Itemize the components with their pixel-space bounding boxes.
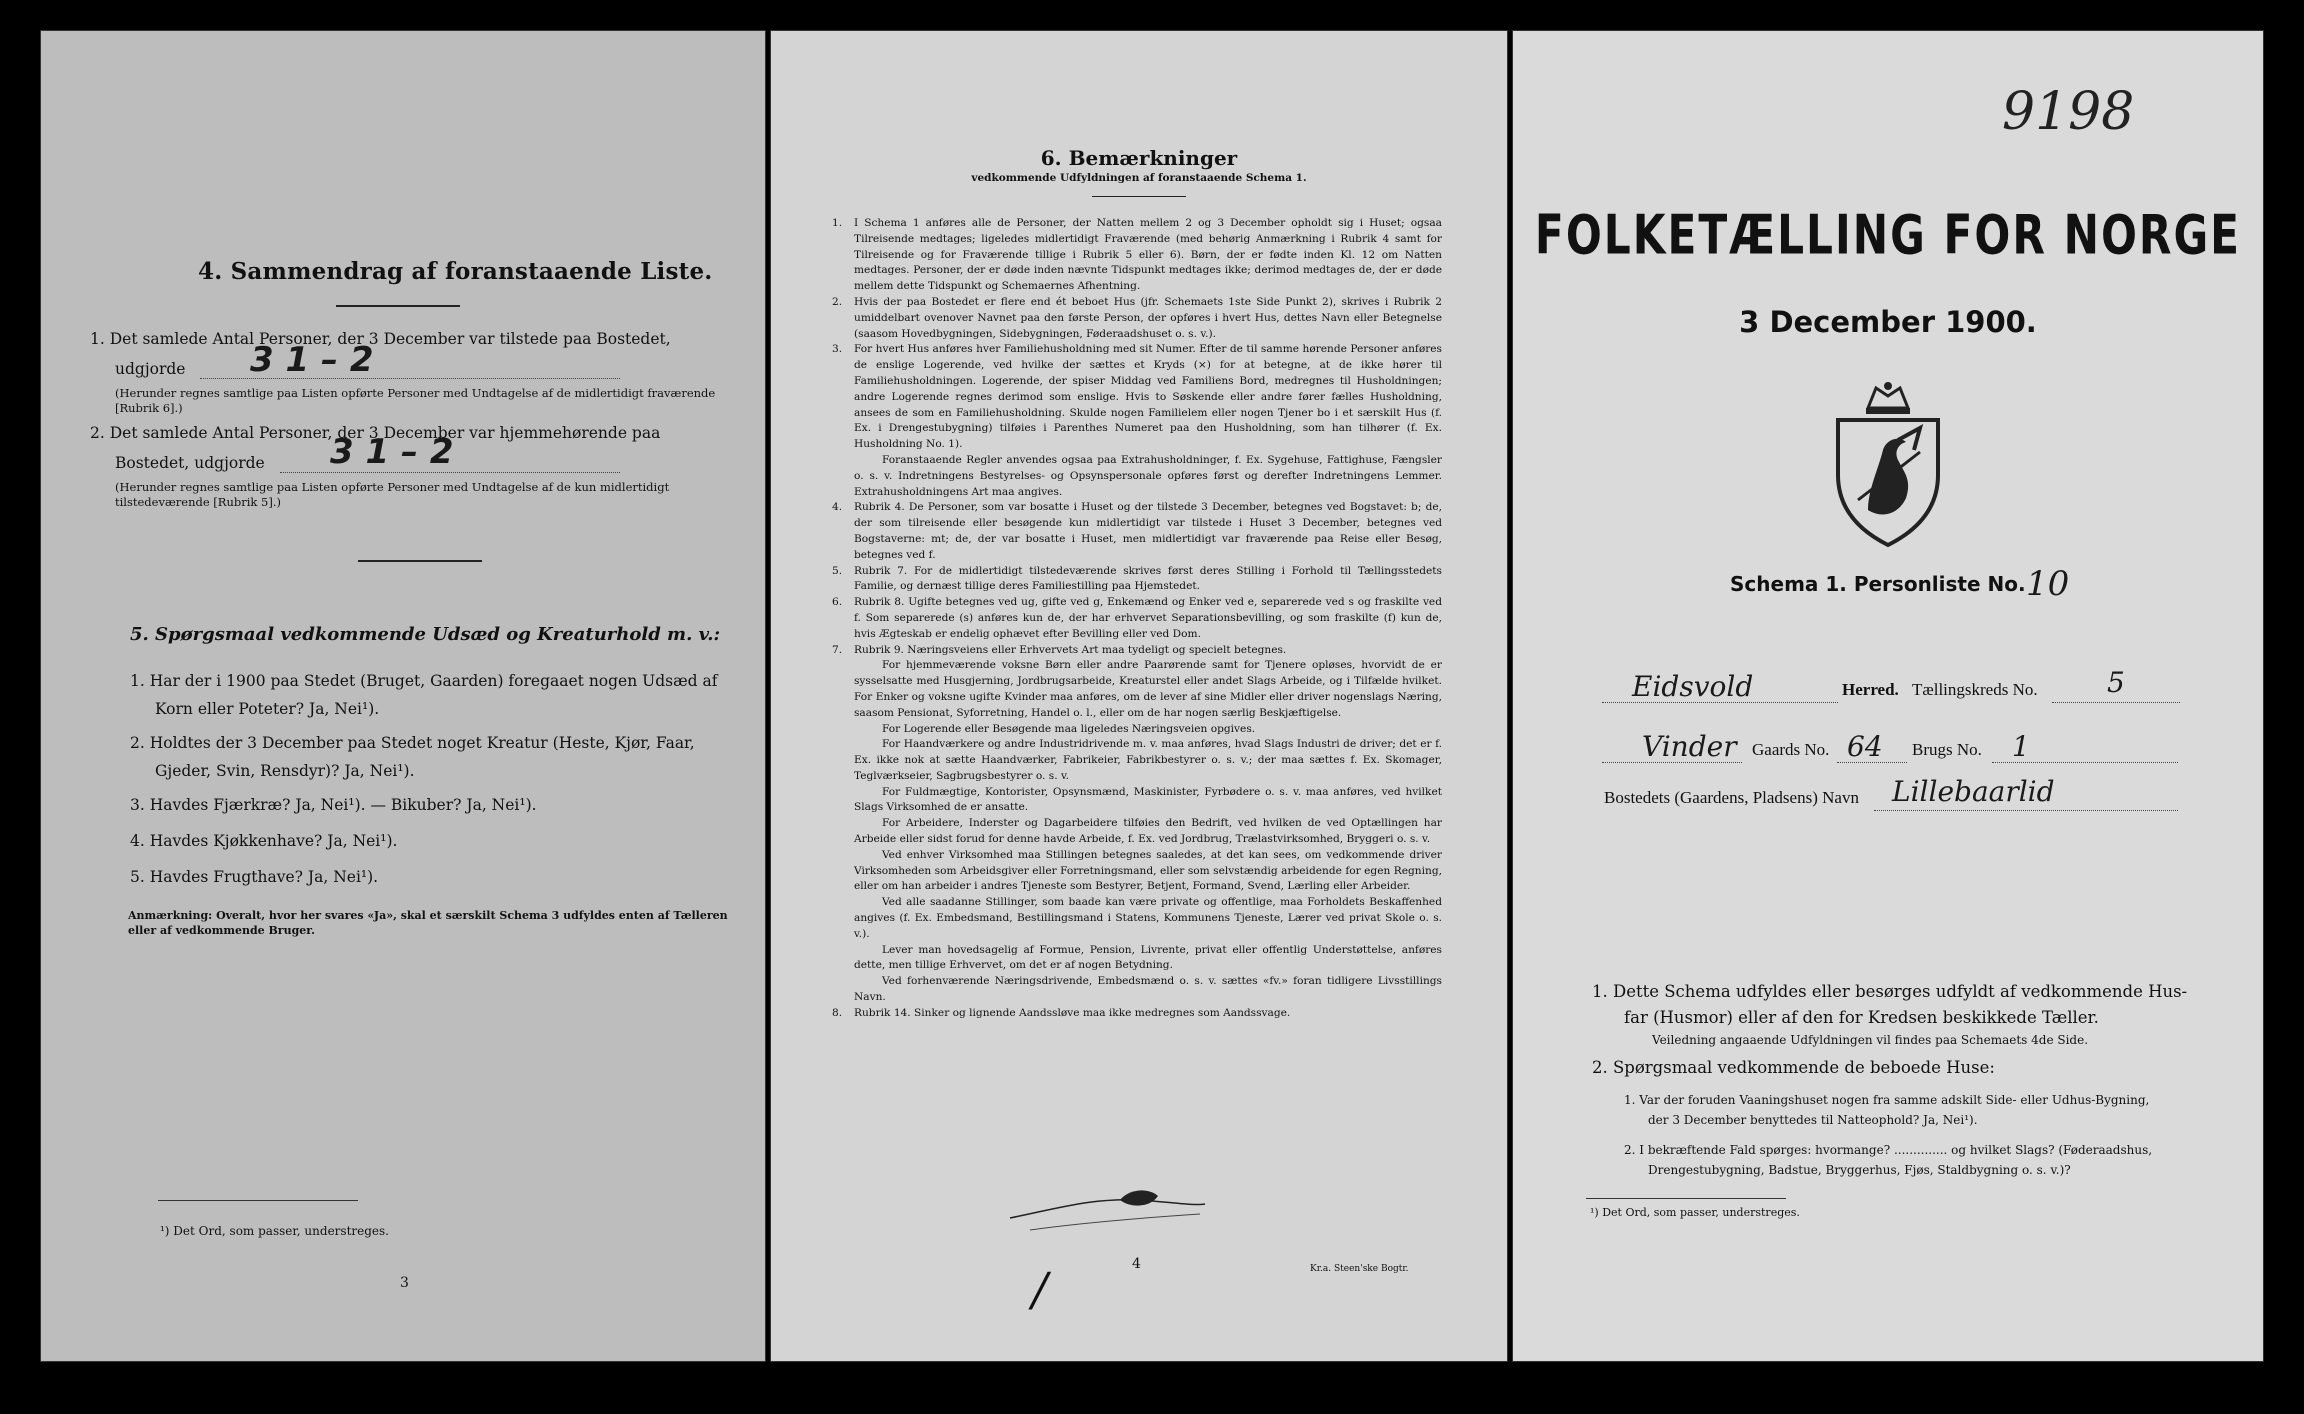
instruction-1-line2: far (Husmor) eller af den for Kredsen beskikkede Tæller. [1624, 1008, 2099, 1027]
footnote-rule [158, 1200, 358, 1201]
kreds-label: Tællingskreds No. [1912, 680, 2038, 699]
remark-paragraph [832, 848, 1442, 895]
q2-answer-line [280, 472, 620, 473]
remark-paragraph [832, 500, 1442, 563]
q5-2-line1: 2. Holdtes der 3 December paa Stedet noget Kreatur (Heste, Kjør, Faar, [130, 734, 695, 752]
census-date: 3 December 1900. [1739, 305, 2037, 339]
remark-paragraph [832, 295, 1442, 342]
remark-paragraph [832, 943, 1442, 975]
gaard-name-line [1602, 762, 1742, 763]
remark-number: 8. [832, 1006, 843, 1019]
remark-paragraph [832, 595, 1442, 642]
remark-text: Hvis der paa Bostedet er flere end ét beboet Hus (jfr. Schemaets 1ste Side Punkt 2), skrives i Rubrik 2 umiddelbart ovenover Navnet paa den første Person, der opføres i hvert Hus, dettes Navn eller Betegnelse (saasom Hovedbygningen, Sidebygningen, Føderaadshuset o. s. v.). [854, 295, 1442, 340]
page-middle [770, 30, 1508, 1362]
page-right [1512, 30, 2264, 1362]
remark-paragraph [832, 785, 1442, 817]
remarks-title: 6. Bemærkninger [1040, 146, 1238, 170]
remark-text: Rubrik 4. De Personer, som var bosatte i Huset og der tilstede 3 December, betegnes ved Bogstavet: b; de, der som tilreisende eller besøgende kun midlertidigt var tilstede i Huset 3 December, betegnes ved Bogstaverne: mt; de, der var bosatte i Huset, men midlertidigt var fraværende paa Reise eller Besøg, betegnes ved f. [854, 501, 1442, 561]
remark-number: 5. [832, 564, 843, 577]
remark-text: Ved enhver Virksomhed maa Stillingen betegnes saaledes, at det kan sees, om vedkommende driver Virksomheden som Arbeidsgiver eller Forretningsmand, eller som selvstændig arbeidende for egen Regning, eller om han arbeider i andres Tjeneste som Bestyrer, Betjent, Formand, Svend, Lærling eller Arbeider. [854, 848, 1442, 893]
remark-paragraph [832, 564, 1442, 596]
divider [1092, 196, 1186, 197]
remark-text: Rubrik 9. Næringsveiens eller Erhvervets Art maa tydeligt og specielt betegnes. [854, 643, 1287, 656]
coat-of-arms-icon [1828, 380, 1948, 550]
instruction-1-line1: 1. Dette Schema udfyldes eller besørges udfyldt af vedkommende Hus- [1592, 982, 2188, 1001]
remark-number: 4. [832, 501, 843, 514]
brugs-label: Brugs No. [1912, 740, 1982, 759]
ink-flourish [1000, 1178, 1210, 1238]
remark-number: 6. [832, 596, 843, 609]
divider [358, 560, 482, 562]
herred-label: Herred. [1842, 680, 1899, 699]
bosted-value: Lillebaarlid [1892, 775, 2055, 808]
remark-number: 3. [832, 343, 843, 356]
q5-3: 3. Havdes Fjærkræ? Ja, Nei¹). — Bikuber? Ja, Nei¹). [130, 796, 537, 814]
remark-number: 1. [832, 217, 843, 229]
divider [336, 305, 460, 307]
census-title: FOLKETÆLLING FOR NORGE [1534, 203, 2242, 268]
page-number: 4 [1132, 1256, 1141, 1272]
remark-text: For hjemmeværende voksne Børn eller andre Paarørende samt for Tjenere opløses, hvorvidt de er sysselsatte med Husgjerning, Jordbrugsarbeide, Kreaturstel eller andet Slags Arbeide, og i Tilfælde hvilket. For Enker og voksne ugifte Kvinder maa anføres, om de lever af sine Midler eller driver nogenslags Næring, saasom Pensionat, Syforretning, Handel o. l., eller om de har nogen særlig Beskjæftigelse. [854, 659, 1442, 719]
brugs-line [1992, 762, 2178, 763]
q2-handwritten-answer: 3 1 – 2 [330, 432, 454, 472]
remark-text: For Haandværkere og andre Industridrivende m. v. maa anføres, hvad Slags Industri de driver; det er f. Ex. ikke nok at sætte Haandværker, Fabrikeier, Fabrikbestyrer o. s. v.; der maa sættes f. Ex. Skomager, Teglværkseier, Sagbrugsbestyrer o. s. v. [854, 738, 1442, 782]
section-5-title: 5. Spørgsmaal vedkommende Udsæd og Kreaturhold m. v.: [130, 624, 721, 645]
footnote-rule [1586, 1198, 1786, 1199]
q2-line2: Bostedet, udgjorde [115, 454, 265, 472]
q1-note: (Herunder regnes samtlige paa Listen opførte Personer med Undtagelse af de midlertidigt fraværende [Rubrik 6].) [115, 386, 716, 415]
annotation-note: Anmærkning: Overalt, hvor her svares «Ja», skal et særskilt Schema 3 udfyldes enten af Tælleren eller af vedkommende Bruger. [128, 909, 728, 937]
remark-paragraph [832, 1006, 1442, 1022]
remark-paragraph [832, 895, 1442, 942]
handwritten-mark: / [1032, 1262, 1048, 1316]
herred-value: Eidsvold [1632, 670, 1754, 703]
remark-text: I Schema 1 anføres alle de Personer, der Natten mellem 2 og 3 December opholdt sig i Huset; ogsaa Tilreisende medtages; ligeledes midlertidigt Fraværende (med behørig Anmærkning i Rubrik 4 samt for Tilreisende og for Fraværende tillige i Rubrik 5 eller 6). Børn, der er fødte inden Kl. 12 om Natten medtages. Personer, der er døde inden nævnte Tidspunkt medtages ikke; derimod medtages de, der er døde mellem dette Tidspunkt og Schemaernes Afhentning. [854, 217, 1442, 293]
instruction-2-2-line2: Drengestubygning, Badstue, Bryggerhus, Fjøs, Staldbygning o. s. v.)? [1648, 1163, 2071, 1177]
instruction-1-note: Veiledning angaaende Udfyldningen vil findes paa Schemaets 4de Side. [1652, 1033, 2089, 1047]
remark-text: Ved forhenværende Næringsdrivende, Embedsmænd o. s. v. sættes «fv.» foran tidligere Livsstillings Navn. [854, 975, 1442, 1004]
remark-paragraph [832, 722, 1442, 738]
remark-text: Rubrik 7. For de midlertidigt tilstedeværende skrives først deres Stilling i Forhold til Tællingsstedets Familie, og dernæst tillige deres Familiestilling paa Hjemstedet. [854, 564, 1442, 593]
remark-text: For hvert Hus anføres hver Familiehusholdning med sit Numer. Efter de til samme hørende Personer anføres de enslige Logerende, ved hvilke der sættes et Kryds (×) for at betegne, at de ikke hører til Familiehusholdningen. Logerende, der spiser Middag ved Familiens Bord, medregnes til Husholdningen; andre Logerende regnes derimod som enslige. Hvis to Søskende eller andre fører fælles Husholdning, ansees de som en Familiehusholdning. Skulde nogen Familielem eller nogen Tjener bo i et særskilt Hus (f. Ex. i Drengestubygning) tilføies i Parenthes Numeret paa den Husholdning, som han tilhører (f. Ex. Husholdning No. 1). [854, 343, 1442, 451]
q5-2-line2: Gjeder, Svin, Rensdyr)? Ja, Nei¹). [155, 762, 415, 780]
instruction-2-2-line1: 2. I bekræftende Fald spørges: hvormange? .............. og hvilket Slags? (Føderaadshus, [1624, 1143, 2153, 1157]
q1-line2: udgjorde [115, 360, 186, 378]
q5-4: 4. Havdes Kjøkkenhave? Ja, Nei¹). [130, 832, 398, 850]
remark-number: 7. [832, 643, 843, 656]
footnote: ¹) Det Ord, som passer, understreges. [160, 1224, 389, 1238]
kreds-value: 5 [2107, 666, 2125, 699]
remark-text: For Fuldmægtige, Kontorister, Opsynsmænd, Maskinister, Fyrbødere o. s. v. maa anføres, ved hvilket Slags Virksomhed de er ansatte. [854, 785, 1442, 814]
instruction-2-1-line1: 1. Var der foruden Vaaningshuset nogen fra samme adskilt Side- eller Udhus-Bygning, [1624, 1093, 2150, 1107]
remark-text: For Arbeidere, Inderster og Dagarbeidere tilføies den Bedrift, ved hvilken de ved Optællingen har Arbeide eller sidst forud for denne havde Arbeide, f. Ex. ved Jordbrug, Trælastvirksomhed, Bryggeri o. s. v. [854, 817, 1442, 846]
remark-paragraph [832, 737, 1442, 784]
kreds-line [2052, 702, 2180, 703]
bosted-label: Bostedets (Gaardens, Pladsens) Navn [1604, 788, 1859, 807]
gaard-label: Gaards No. [1752, 740, 1830, 759]
remark-paragraph [832, 658, 1442, 721]
remark-paragraph [832, 216, 1442, 295]
page-left [40, 30, 766, 1362]
remark-text: Rubrik 14. Sinker og lignende Aandssløve maa ikke medregnes som Aandssvage. [854, 1006, 1291, 1019]
instruction-2-1-line2: der 3 December benyttedes til Natteophold? Ja, Nei¹). [1648, 1113, 1978, 1127]
remark-paragraph [832, 816, 1442, 848]
q5-5: 5. Havdes Frugthave? Ja, Nei¹). [130, 868, 379, 886]
remark-text: Rubrik 8. Ugifte betegnes ved ug, gifte ved g, Enkemænd og Enker ved e, separerede ved s og fraskilte ved f. Som separerede (s) anføres kun de, der har erhvervet Separationsbevilling, og som fraskilte (f) kun de, hvis Ægteskab er endelig ophævet efter Bevilling eller ved Dom. [854, 596, 1442, 640]
remark-text: Ved alle saadanne Stillinger, som baade kan være private og offentlige, maa Forholdets Beskaffenhed angives (f. Ex. Embedsmand, Bestillingsmand i Statens, Kommunens Tjeneste, Lærer ved privat Skole o. s. v.). [854, 896, 1442, 940]
section-4-title: 4. Sammendrag af foranstaaende Liste. [198, 258, 713, 285]
q1-handwritten-answer: 3 1 – 2 [250, 340, 374, 380]
gaard-name-value: Vinder [1642, 730, 1737, 763]
herred-line [1602, 702, 1838, 703]
remark-paragraph [832, 453, 1442, 500]
remark-text: Foranstaaende Regler anvendes ogsaa paa Extrahusholdninger, f. Ex. Sygehuse, Fattighuse, Fængsler o. s. v. Indretningens Bestyrelses- og Opsynspersonale opføres først og derefter Indretningens Lemmer. Extrahusholdningens Art maa angives. [854, 453, 1442, 498]
bosted-line [1874, 810, 2178, 811]
instruction-2: 2. Spørgsmaal vedkommende de beboede Huse: [1592, 1058, 1995, 1077]
brugs-number: 1 [2012, 730, 2030, 763]
footnote: ¹) Det Ord, som passer, understreges. [1590, 1206, 1800, 1219]
q2-note: (Herunder regnes samtlige paa Listen opførte Personer med Undtagelse af de kun midlertidigt tilstedeværende [Rubrik 5].) [115, 480, 670, 509]
q1-line1: 1. Det samlede Antal Personer, der 3 December var tilstede paa Bostedet, [90, 330, 671, 348]
personliste-number: 10 [2026, 564, 2070, 604]
remark-number: 2. [832, 295, 843, 308]
gaard-number: 64 [1847, 730, 1883, 763]
q5-1-line2: Korn eller Poteter? Ja, Nei¹). [155, 700, 380, 718]
q2-line1: 2. Det samlede Antal Personer, der 3 December var hjemmehørende paa [90, 424, 661, 442]
printer-mark: Kr.a. Steen'ske Bogtr. [1310, 1264, 1409, 1274]
remarks-subtitle: vedkommende Udfyldningen af foranstaaende Schema 1. [971, 172, 1307, 184]
page-number: 3 [400, 1275, 409, 1291]
remark-text: Lever man hovedsagelig af Formue, Pension, Livrente, privat eller offentlig Understøttelse, anføres dette, men tillige Erhvervet, om det er af nogen Betydning. [854, 943, 1442, 972]
remark-paragraph [832, 643, 1442, 659]
remark-paragraph [832, 342, 1442, 453]
remark-text: For Logerende eller Besøgende maa ligeledes Næringsveien opgives. [882, 722, 1256, 735]
schema-label: Schema 1. Personliste No. [1730, 572, 2026, 596]
archive-number: 9198 [2002, 82, 2135, 142]
q5-1-line1: 1. Har der i 1900 paa Stedet (Bruget, Gaarden) foregaaet nogen Udsæd af [130, 672, 718, 690]
gaard-number-line [1837, 762, 1907, 763]
remark-paragraph [832, 974, 1442, 1006]
remarks-body [832, 216, 1442, 1022]
